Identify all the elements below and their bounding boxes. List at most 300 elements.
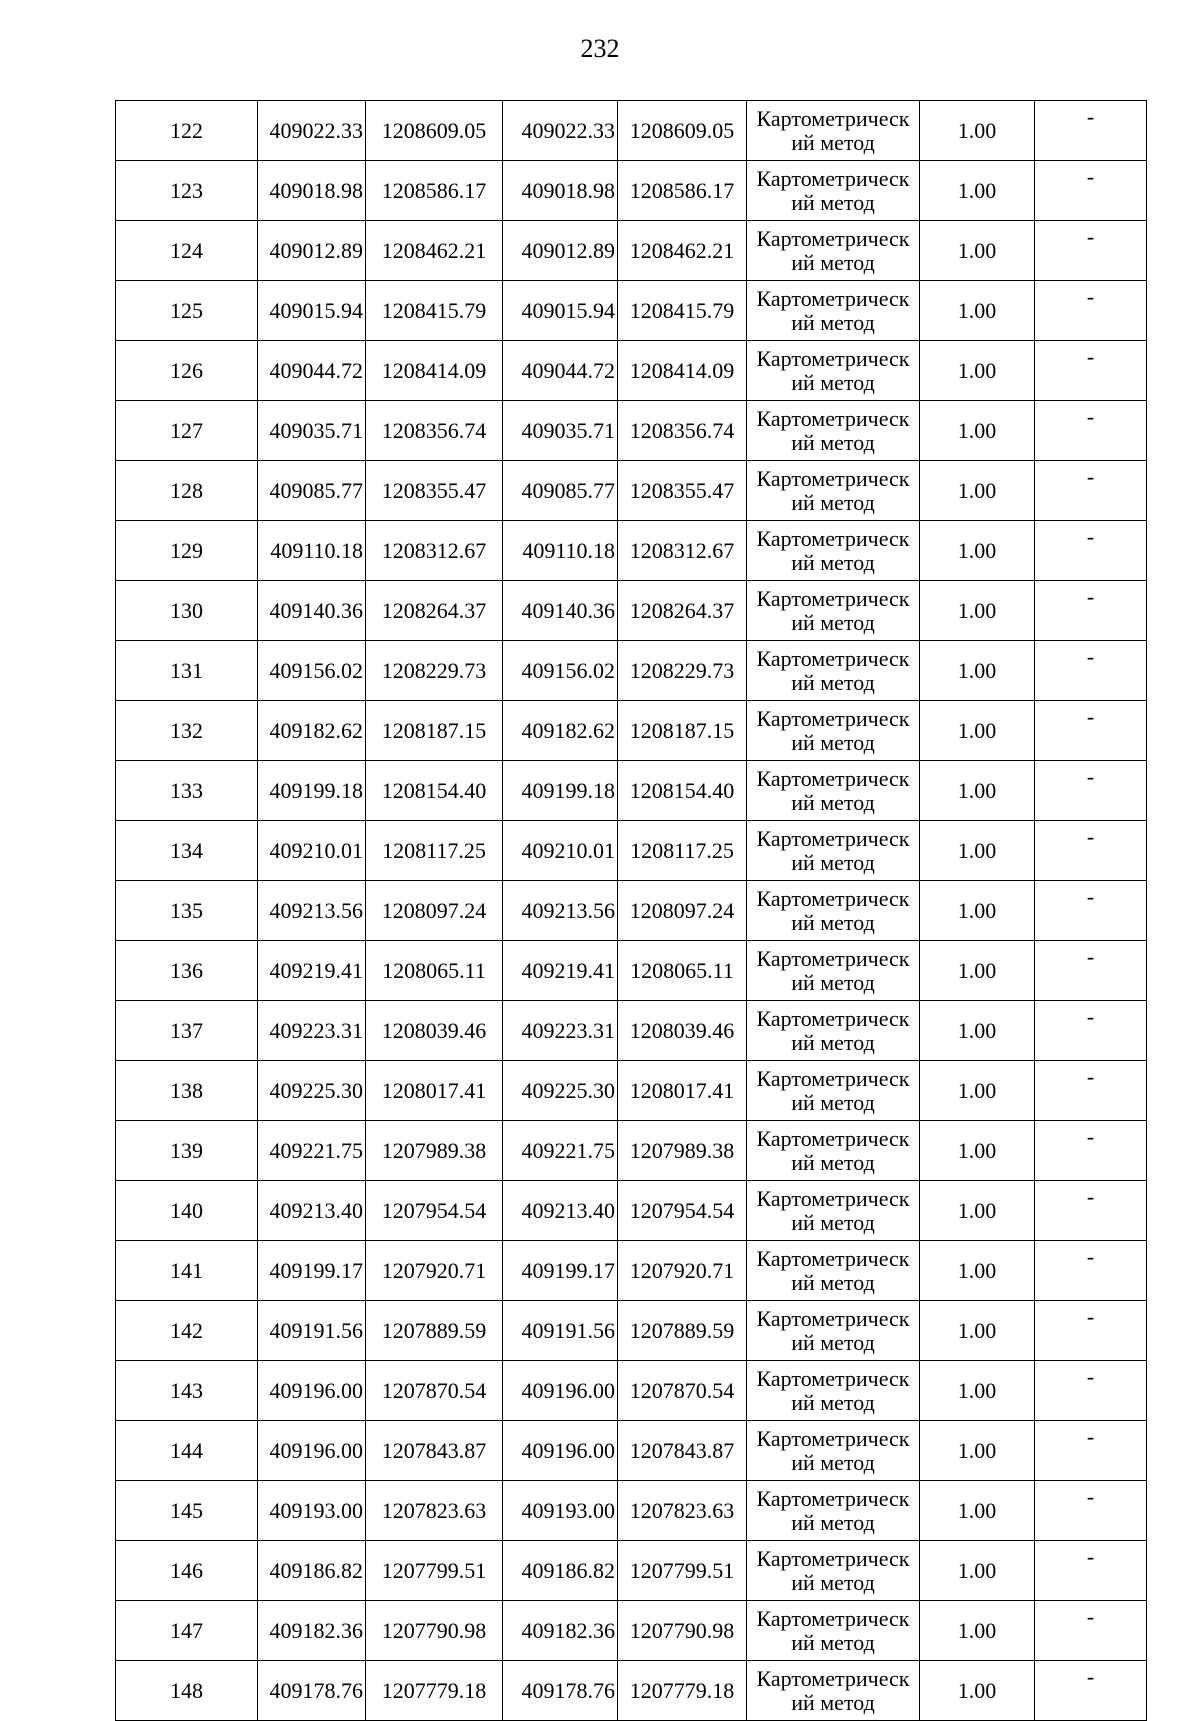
existing-y-cell: 1208097.24 <box>366 881 503 941</box>
new-y-cell: 1207989.38 <box>618 1121 747 1181</box>
accuracy-cell: 1.00 <box>920 281 1035 341</box>
point-number-cell: 127 <box>116 401 258 461</box>
point-number-cell: 122 <box>116 101 258 161</box>
method-label-line2: ий метод <box>791 1089 875 1115</box>
coordinates-table-body <box>116 101 1147 1721</box>
existing-y-cell: 1208039.46 <box>366 1001 503 1061</box>
method-cell <box>747 161 920 221</box>
method-label-line1: Картометрическ <box>756 225 910 251</box>
table-row <box>116 1241 1147 1301</box>
new-x-cell: 409225.30 <box>503 1061 618 1121</box>
new-y-cell: 1207870.54 <box>618 1361 747 1421</box>
new-y-cell: 1208229.73 <box>618 641 747 701</box>
note-cell: - <box>1035 341 1147 401</box>
existing-y-cell: 1207920.71 <box>366 1241 503 1301</box>
accuracy-cell: 1.00 <box>920 1241 1035 1301</box>
table-row <box>116 881 1147 941</box>
point-number-cell: 140 <box>116 1181 258 1241</box>
method-label-line2: ий метод <box>791 1149 875 1175</box>
new-y-cell: 1207889.59 <box>618 1301 747 1361</box>
method-label-line1: Картометрическ <box>756 825 910 851</box>
method-label-line1: Картометрическ <box>756 1665 910 1691</box>
new-x-cell: 409110.18 <box>503 521 618 581</box>
existing-x-cell: 409193.00 <box>258 1481 366 1541</box>
method-label-line2: ий метод <box>791 369 875 395</box>
method-label-line1: Картометрическ <box>756 165 910 191</box>
new-x-cell: 409156.02 <box>503 641 618 701</box>
existing-y-cell: 1207823.63 <box>366 1481 503 1541</box>
note-cell: - <box>1035 461 1147 521</box>
note-cell: - <box>1035 881 1147 941</box>
accuracy-cell: 1.00 <box>920 221 1035 281</box>
point-number-cell: 147 <box>116 1601 258 1661</box>
new-y-cell: 1207823.63 <box>618 1481 747 1541</box>
accuracy-cell: 1.00 <box>920 821 1035 881</box>
table-row <box>116 1481 1147 1541</box>
point-number-cell: 133 <box>116 761 258 821</box>
note-cell: - <box>1035 1601 1147 1661</box>
note-cell: - <box>1035 1301 1147 1361</box>
new-y-cell: 1208097.24 <box>618 881 747 941</box>
point-number-cell: 141 <box>116 1241 258 1301</box>
new-y-cell: 1208414.09 <box>618 341 747 401</box>
page-number: 232 <box>580 34 620 63</box>
new-y-cell: 1208355.47 <box>618 461 747 521</box>
method-label-line2: ий метод <box>791 489 875 515</box>
new-y-cell: 1208117.25 <box>618 821 747 881</box>
method-label-line2: ий метод <box>791 309 875 335</box>
table-row <box>116 341 1147 401</box>
accuracy-cell: 1.00 <box>920 1181 1035 1241</box>
accuracy-cell: 1.00 <box>920 521 1035 581</box>
new-y-cell: 1207920.71 <box>618 1241 747 1301</box>
new-x-cell: 409182.62 <box>503 701 618 761</box>
note-cell: - <box>1035 1181 1147 1241</box>
existing-x-cell: 409012.89 <box>258 221 366 281</box>
note-cell: - <box>1035 221 1147 281</box>
method-cell <box>747 281 920 341</box>
new-x-cell: 409044.72 <box>503 341 618 401</box>
table-row <box>116 101 1147 161</box>
method-cell <box>747 641 920 701</box>
existing-x-cell: 409196.00 <box>258 1361 366 1421</box>
existing-y-cell: 1208229.73 <box>366 641 503 701</box>
table-row <box>116 161 1147 221</box>
existing-x-cell: 409022.33 <box>258 101 366 161</box>
method-cell <box>747 1301 920 1361</box>
accuracy-cell: 1.00 <box>920 1061 1035 1121</box>
new-x-cell: 409178.76 <box>503 1661 618 1721</box>
existing-x-cell: 409140.36 <box>258 581 366 641</box>
existing-x-cell: 409225.30 <box>258 1061 366 1121</box>
point-number-cell: 123 <box>116 161 258 221</box>
new-x-cell: 409219.41 <box>503 941 618 1001</box>
method-label-line2: ий метод <box>791 1269 875 1295</box>
point-number-cell: 144 <box>116 1421 258 1481</box>
existing-x-cell: 409085.77 <box>258 461 366 521</box>
note-cell: - <box>1035 161 1147 221</box>
method-label-line2: ий метод <box>791 1689 875 1715</box>
table-row <box>116 1601 1147 1661</box>
point-number-cell: 130 <box>116 581 258 641</box>
accuracy-cell: 1.00 <box>920 581 1035 641</box>
new-y-cell: 1208264.37 <box>618 581 747 641</box>
existing-x-cell: 409015.94 <box>258 281 366 341</box>
method-label-line2: ий метод <box>791 849 875 875</box>
new-x-cell: 409196.00 <box>503 1361 618 1421</box>
new-x-cell: 409085.77 <box>503 461 618 521</box>
method-label-line1: Картометрическ <box>756 1125 910 1151</box>
table-row <box>116 521 1147 581</box>
point-number-cell: 142 <box>116 1301 258 1361</box>
method-label-line2: ий метод <box>791 669 875 695</box>
point-number-cell: 146 <box>116 1541 258 1601</box>
note-cell: - <box>1035 1661 1147 1721</box>
method-cell <box>747 1541 920 1601</box>
note-cell: - <box>1035 1421 1147 1481</box>
method-label-line2: ий метод <box>791 1569 875 1595</box>
new-x-cell: 409186.82 <box>503 1541 618 1601</box>
existing-y-cell: 1207954.54 <box>366 1181 503 1241</box>
new-y-cell: 1208415.79 <box>618 281 747 341</box>
method-cell <box>747 701 920 761</box>
method-cell <box>747 1661 920 1721</box>
method-label-line1: Картометрическ <box>756 1425 910 1451</box>
note-cell: - <box>1035 1001 1147 1061</box>
point-number-cell: 139 <box>116 1121 258 1181</box>
existing-y-cell: 1207790.98 <box>366 1601 503 1661</box>
existing-y-cell: 1208355.47 <box>366 461 503 521</box>
note-cell: - <box>1035 581 1147 641</box>
table-row <box>116 221 1147 281</box>
accuracy-cell: 1.00 <box>920 1121 1035 1181</box>
existing-x-cell: 409178.76 <box>258 1661 366 1721</box>
existing-x-cell: 409199.18 <box>258 761 366 821</box>
existing-x-cell: 409191.56 <box>258 1301 366 1361</box>
note-cell: - <box>1035 1361 1147 1421</box>
accuracy-cell: 1.00 <box>920 1541 1035 1601</box>
new-x-cell: 409015.94 <box>503 281 618 341</box>
new-y-cell: 1207843.87 <box>618 1421 747 1481</box>
method-label-line1: Картометрическ <box>756 885 910 911</box>
method-label-line2: ий метод <box>791 1029 875 1055</box>
method-label-line1: Картометрическ <box>756 1005 910 1031</box>
accuracy-cell: 1.00 <box>920 1481 1035 1541</box>
table-row <box>116 1361 1147 1421</box>
accuracy-cell: 1.00 <box>920 641 1035 701</box>
existing-y-cell: 1207843.87 <box>366 1421 503 1481</box>
new-y-cell: 1207790.98 <box>618 1601 747 1661</box>
note-cell: - <box>1035 281 1147 341</box>
new-y-cell: 1208154.40 <box>618 761 747 821</box>
existing-x-cell: 409182.36 <box>258 1601 366 1661</box>
table-row <box>116 1061 1147 1121</box>
table-row <box>116 1661 1147 1721</box>
existing-x-cell: 409213.40 <box>258 1181 366 1241</box>
table-row <box>116 761 1147 821</box>
existing-y-cell: 1208154.40 <box>366 761 503 821</box>
method-label-line1: Картометрическ <box>756 945 910 971</box>
method-label-line1: Картометрическ <box>756 405 910 431</box>
method-label-line1: Картометрическ <box>756 645 910 671</box>
existing-y-cell: 1208414.09 <box>366 341 503 401</box>
method-cell <box>747 581 920 641</box>
method-label-line1: Картометрическ <box>756 1305 910 1331</box>
table-row <box>116 701 1147 761</box>
method-label-line2: ий метод <box>791 1629 875 1655</box>
existing-y-cell: 1208187.15 <box>366 701 503 761</box>
note-cell: - <box>1035 641 1147 701</box>
note-cell: - <box>1035 1121 1147 1181</box>
existing-x-cell: 409182.62 <box>258 701 366 761</box>
method-label-line2: ий метод <box>791 729 875 755</box>
new-y-cell: 1207779.18 <box>618 1661 747 1721</box>
method-label-line2: ий метод <box>791 129 875 155</box>
new-y-cell: 1208039.46 <box>618 1001 747 1061</box>
new-y-cell: 1208462.21 <box>618 221 747 281</box>
note-cell: - <box>1035 101 1147 161</box>
method-cell <box>747 461 920 521</box>
method-cell <box>747 401 920 461</box>
existing-x-cell: 409156.02 <box>258 641 366 701</box>
method-label-line2: ий метод <box>791 969 875 995</box>
new-x-cell: 409022.33 <box>503 101 618 161</box>
new-y-cell: 1208609.05 <box>618 101 747 161</box>
new-y-cell: 1208356.74 <box>618 401 747 461</box>
method-label-line2: ий метод <box>791 249 875 275</box>
method-cell <box>747 101 920 161</box>
new-x-cell: 409199.18 <box>503 761 618 821</box>
note-cell: - <box>1035 821 1147 881</box>
method-label-line1: Картометрическ <box>756 765 910 791</box>
method-label-line2: ий метод <box>791 609 875 635</box>
new-x-cell: 409018.98 <box>503 161 618 221</box>
point-number-cell: 136 <box>116 941 258 1001</box>
method-label-line1: Картометрическ <box>756 105 910 131</box>
new-x-cell: 409035.71 <box>503 401 618 461</box>
accuracy-cell: 1.00 <box>920 1661 1035 1721</box>
table-row <box>116 1181 1147 1241</box>
method-label-line2: ий метод <box>791 429 875 455</box>
new-x-cell: 409199.17 <box>503 1241 618 1301</box>
method-cell <box>747 1601 920 1661</box>
existing-y-cell: 1208356.74 <box>366 401 503 461</box>
method-cell <box>747 1421 920 1481</box>
note-cell: - <box>1035 1241 1147 1301</box>
new-y-cell: 1208312.67 <box>618 521 747 581</box>
method-label-line1: Картометрическ <box>756 525 910 551</box>
note-cell: - <box>1035 761 1147 821</box>
table-row <box>116 1121 1147 1181</box>
note-cell: - <box>1035 1061 1147 1121</box>
point-number-cell: 126 <box>116 341 258 401</box>
new-x-cell: 409193.00 <box>503 1481 618 1541</box>
method-label-line2: ий метод <box>791 1209 875 1235</box>
method-label-line2: ий метод <box>791 1449 875 1475</box>
point-number-cell: 145 <box>116 1481 258 1541</box>
table-row <box>116 461 1147 521</box>
table-row <box>116 1541 1147 1601</box>
method-label-line1: Картометрическ <box>756 585 910 611</box>
method-label-line1: Картометрическ <box>756 1245 910 1271</box>
method-cell <box>747 1181 920 1241</box>
accuracy-cell: 1.00 <box>920 1301 1035 1361</box>
new-y-cell: 1208065.11 <box>618 941 747 1001</box>
existing-y-cell: 1208264.37 <box>366 581 503 641</box>
new-y-cell: 1208187.15 <box>618 701 747 761</box>
existing-x-cell: 409213.56 <box>258 881 366 941</box>
method-cell <box>747 1241 920 1301</box>
existing-y-cell: 1208609.05 <box>366 101 503 161</box>
method-label-line1: Картометрическ <box>756 1485 910 1511</box>
existing-y-cell: 1208017.41 <box>366 1061 503 1121</box>
point-number-cell: 134 <box>116 821 258 881</box>
table-row <box>116 281 1147 341</box>
new-x-cell: 409223.31 <box>503 1001 618 1061</box>
method-cell <box>747 1121 920 1181</box>
accuracy-cell: 1.00 <box>920 401 1035 461</box>
method-cell <box>747 821 920 881</box>
method-label-line2: ий метод <box>791 549 875 575</box>
accuracy-cell: 1.00 <box>920 761 1035 821</box>
new-y-cell: 1207954.54 <box>618 1181 747 1241</box>
method-label-line1: Картометрическ <box>756 1065 910 1091</box>
point-number-cell: 138 <box>116 1061 258 1121</box>
new-x-cell: 409140.36 <box>503 581 618 641</box>
point-number-cell: 143 <box>116 1361 258 1421</box>
point-number-cell: 124 <box>116 221 258 281</box>
existing-x-cell: 409196.00 <box>258 1421 366 1481</box>
new-x-cell: 409213.40 <box>503 1181 618 1241</box>
existing-y-cell: 1207989.38 <box>366 1121 503 1181</box>
method-label-line1: Картометрическ <box>756 285 910 311</box>
coordinates-table <box>115 100 1147 1721</box>
method-cell <box>747 761 920 821</box>
method-cell <box>747 521 920 581</box>
accuracy-cell: 1.00 <box>920 101 1035 161</box>
table-row <box>116 1301 1147 1361</box>
existing-x-cell: 409223.31 <box>258 1001 366 1061</box>
existing-y-cell: 1207779.18 <box>366 1661 503 1721</box>
accuracy-cell: 1.00 <box>920 881 1035 941</box>
method-label-line2: ий метод <box>791 1329 875 1355</box>
table-row <box>116 1421 1147 1481</box>
existing-y-cell: 1207889.59 <box>366 1301 503 1361</box>
new-x-cell: 409210.01 <box>503 821 618 881</box>
method-label-line1: Картометрическ <box>756 345 910 371</box>
method-label-line2: ий метод <box>791 189 875 215</box>
method-label-line1: Картометрическ <box>756 1365 910 1391</box>
existing-y-cell: 1207870.54 <box>366 1361 503 1421</box>
note-cell: - <box>1035 701 1147 761</box>
method-cell <box>747 1361 920 1421</box>
accuracy-cell: 1.00 <box>920 941 1035 1001</box>
point-number-cell: 132 <box>116 701 258 761</box>
accuracy-cell: 1.00 <box>920 1361 1035 1421</box>
method-label-line1: Картометрическ <box>756 1605 910 1631</box>
point-number-cell: 131 <box>116 641 258 701</box>
new-x-cell: 409196.00 <box>503 1421 618 1481</box>
accuracy-cell: 1.00 <box>920 161 1035 221</box>
table-row <box>116 941 1147 1001</box>
method-cell <box>747 341 920 401</box>
method-label-line1: Картометрическ <box>756 1185 910 1211</box>
table-row <box>116 641 1147 701</box>
accuracy-cell: 1.00 <box>920 1601 1035 1661</box>
accuracy-cell: 1.00 <box>920 1421 1035 1481</box>
new-x-cell: 409182.36 <box>503 1601 618 1661</box>
existing-y-cell: 1207799.51 <box>366 1541 503 1601</box>
existing-x-cell: 409219.41 <box>258 941 366 1001</box>
new-x-cell: 409213.56 <box>503 881 618 941</box>
point-number-cell: 128 <box>116 461 258 521</box>
existing-x-cell: 409044.72 <box>258 341 366 401</box>
new-x-cell: 409191.56 <box>503 1301 618 1361</box>
existing-y-cell: 1208065.11 <box>366 941 503 1001</box>
point-number-cell: 137 <box>116 1001 258 1061</box>
existing-y-cell: 1208586.17 <box>366 161 503 221</box>
existing-y-cell: 1208117.25 <box>366 821 503 881</box>
note-cell: - <box>1035 401 1147 461</box>
table-row <box>116 1001 1147 1061</box>
method-cell <box>747 221 920 281</box>
point-number-cell: 148 <box>116 1661 258 1721</box>
existing-x-cell: 409018.98 <box>258 161 366 221</box>
existing-y-cell: 1208312.67 <box>366 521 503 581</box>
point-number-cell: 129 <box>116 521 258 581</box>
accuracy-cell: 1.00 <box>920 1001 1035 1061</box>
table-row <box>116 821 1147 881</box>
note-cell: - <box>1035 521 1147 581</box>
method-cell <box>747 881 920 941</box>
existing-y-cell: 1208415.79 <box>366 281 503 341</box>
new-x-cell: 409012.89 <box>503 221 618 281</box>
accuracy-cell: 1.00 <box>920 701 1035 761</box>
method-label-line2: ий метод <box>791 1389 875 1415</box>
existing-x-cell: 409210.01 <box>258 821 366 881</box>
method-label-line1: Картометрическ <box>756 1545 910 1571</box>
note-cell: - <box>1035 941 1147 1001</box>
existing-y-cell: 1208462.21 <box>366 221 503 281</box>
table-row <box>116 581 1147 641</box>
new-y-cell: 1208586.17 <box>618 161 747 221</box>
existing-x-cell: 409186.82 <box>258 1541 366 1601</box>
new-y-cell: 1207799.51 <box>618 1541 747 1601</box>
existing-x-cell: 409110.18 <box>258 521 366 581</box>
point-number-cell: 125 <box>116 281 258 341</box>
existing-x-cell: 409035.71 <box>258 401 366 461</box>
method-label-line1: Картометрическ <box>756 705 910 731</box>
method-label-line2: ий метод <box>791 909 875 935</box>
point-number-cell: 135 <box>116 881 258 941</box>
note-cell: - <box>1035 1481 1147 1541</box>
existing-x-cell: 409221.75 <box>258 1121 366 1181</box>
new-x-cell: 409221.75 <box>503 1121 618 1181</box>
accuracy-cell: 1.00 <box>920 341 1035 401</box>
table-row <box>116 401 1147 461</box>
accuracy-cell: 1.00 <box>920 461 1035 521</box>
method-cell <box>747 1001 920 1061</box>
method-label-line2: ий метод <box>791 1509 875 1535</box>
method-cell <box>747 1061 920 1121</box>
note-cell: - <box>1035 1541 1147 1601</box>
method-cell <box>747 1481 920 1541</box>
method-label-line1: Картометрическ <box>756 465 910 491</box>
method-label-line2: ий метод <box>791 789 875 815</box>
existing-x-cell: 409199.17 <box>258 1241 366 1301</box>
new-y-cell: 1208017.41 <box>618 1061 747 1121</box>
method-cell <box>747 941 920 1001</box>
